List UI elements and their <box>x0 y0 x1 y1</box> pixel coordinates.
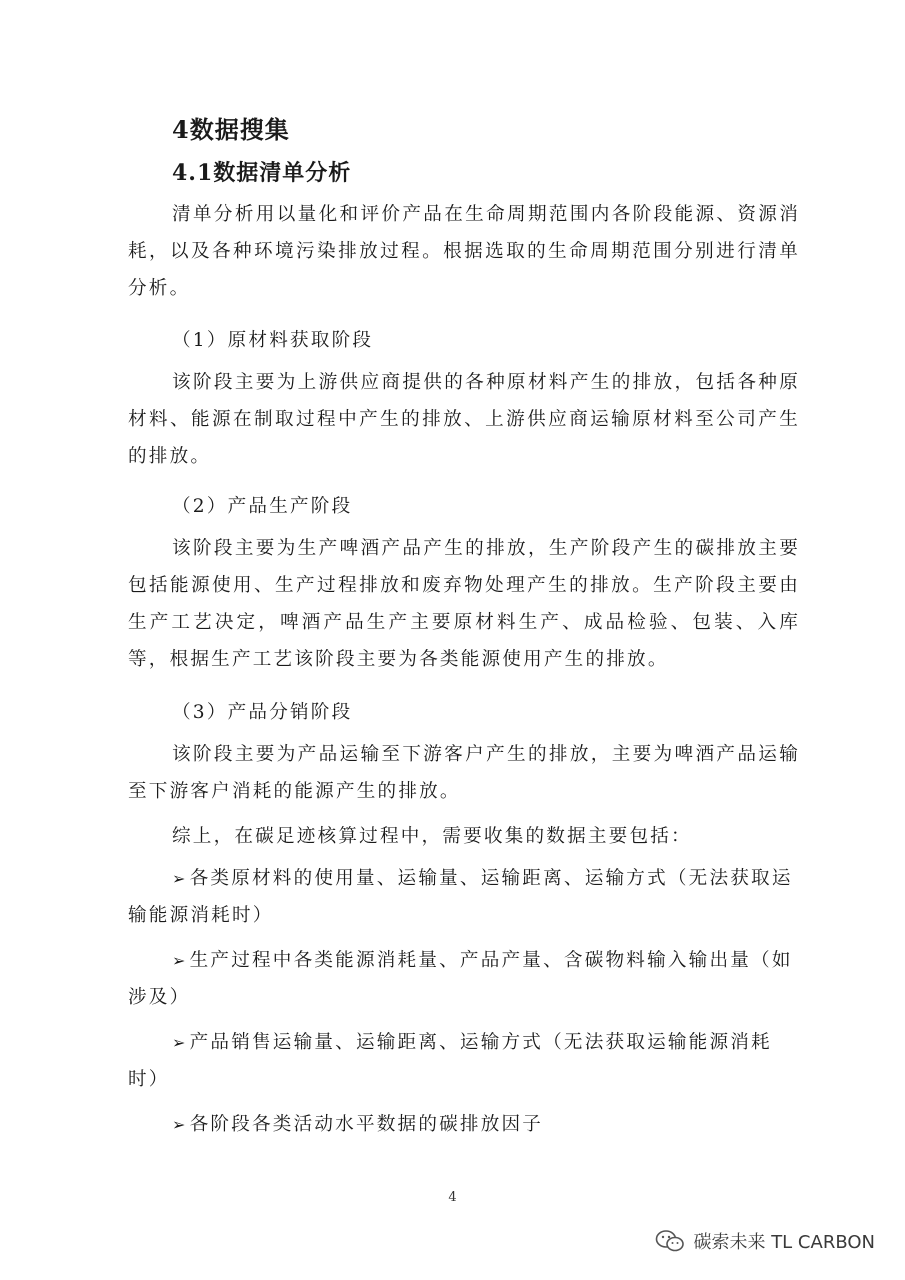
list-item-text: 各类原材料的使用量、运输量、运输距离、运输方式（无法获取运输能源消耗时） <box>128 868 793 926</box>
wechat-icon <box>655 1229 685 1253</box>
stage-2-title: （2）产品生产阶段 <box>172 496 353 517</box>
arrow-bullet-icon: ➢ <box>172 951 188 970</box>
list-item-text: 产品销售运输量、运输距离、运输方式（无法获取运输能源消耗时） <box>128 1032 772 1090</box>
intro-paragraph: 清单分析用以量化和评价产品在生命周期范围内各阶段能源、资源消耗，以及各种环境污染排放过程。根据选取的生命周期范围分别进行清单分析。 <box>128 204 800 299</box>
watermark-text: 碳索未来 TL CARBON <box>693 1232 875 1253</box>
list-item <box>128 860 800 934</box>
list-item <box>128 1024 800 1098</box>
stage-1-paragraph: 该阶段主要为上游供应商提供的各种原材料产生的排放，包括各种原材料、能源在制取过程中产生的排放、上游供应商运输原材料至公司产生的排放。 <box>128 372 800 467</box>
arrow-bullet-icon: ➢ <box>172 1033 188 1052</box>
watermark <box>655 1228 875 1254</box>
list-item <box>128 1106 800 1143</box>
arrow-bullet-icon: ➢ <box>172 1115 188 1134</box>
stage-3-title: （3）产品分销阶段 <box>172 702 353 723</box>
list-item-text: 各阶段各类活动水平数据的碳排放因子 <box>189 1114 544 1135</box>
stage-1-title: （1）原材料获取阶段 <box>172 330 374 351</box>
summary-paragraph: 综上，在碳足迹核算过程中，需要收集的数据主要包括： <box>172 826 692 847</box>
stage-2-paragraph: 该阶段主要为生产啤酒产品产生的排放，生产阶段产生的碳排放主要包括能源使用、生产过程排放和废弃物处理产生的排放。生产阶段主要由生产工艺决定，啤酒产品生产主要原材料生产、成品检验、包装、入库等，根据生产工艺该阶段主要为各类能源使用产生的排放。 <box>128 538 800 670</box>
subsection-heading: 4.1数据清单分析 <box>172 160 352 186</box>
page-number: 4 <box>448 1190 457 1205</box>
arrow-bullet-icon: ➢ <box>172 869 188 888</box>
stage-3-paragraph: 该阶段主要为产品运输至下游客户产生的排放，主要为啤酒产品运输至下游客户消耗的能源产生的排放。 <box>128 744 800 802</box>
section-heading: 4数据搜集 <box>172 115 290 144</box>
list-item-text: 生产过程中各类能源消耗量、产品产量、含碳物料输入输出量（如涉及） <box>128 950 793 1008</box>
list-item <box>128 942 800 1016</box>
